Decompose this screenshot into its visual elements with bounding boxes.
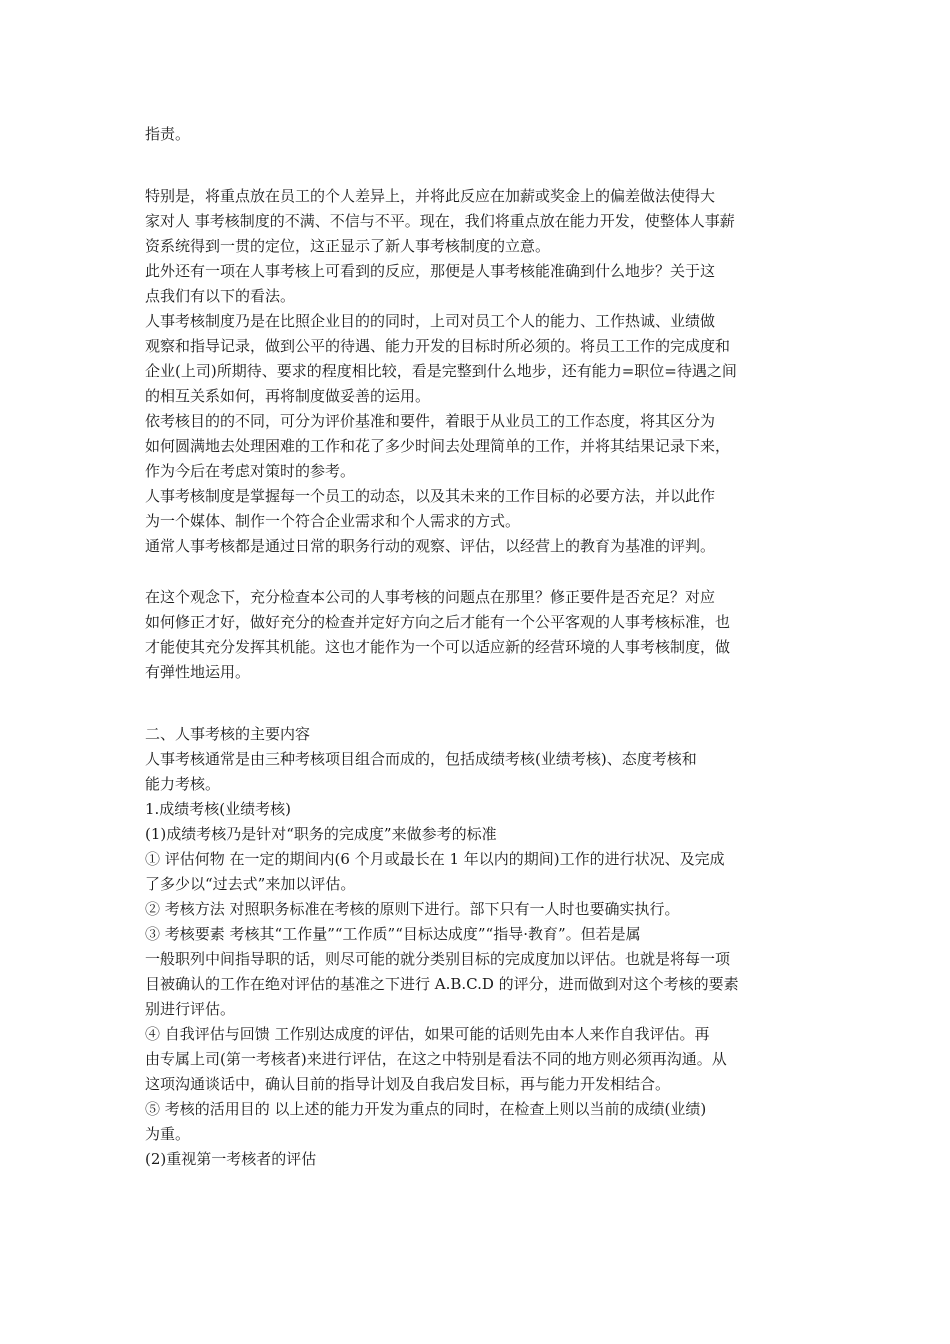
paragraph-block	[145, 722, 820, 1172]
subsection-heading: 1.成绩考核(业绩考核)	[145, 800, 292, 818]
list-item: ③ 考核要素 考核其“工作量”“工作质”“目标达成度”“指导·教育”。但若是属	[145, 925, 641, 943]
text-line: (2)重视第一考核者的评估	[145, 1150, 317, 1168]
text-line: 人事考核制度是掌握每一个员工的动态，以及其未来的工作目标的必要方法，并以此作	[145, 487, 716, 505]
text-line: 人事考核制度乃是在比照企业目的的同时，上司对员工个人的能力、工作热诚、业绩做	[145, 312, 716, 330]
text-line: 观察和指导记录，做到公平的待遇、能力开发的目标时所必须的。将员工工作的完成度和	[145, 337, 731, 355]
section-heading: 二、人事考核的主要内容	[145, 725, 311, 743]
text-line: 为重。	[145, 1125, 191, 1143]
text-line: 的相互关系如何，再将制度做妥善的运用。	[145, 387, 431, 405]
text-line: 如何修正才好，做好充分的检查并定好方向之后才能有一个公平客观的人事考核标准，也	[145, 613, 731, 631]
text-line: 资系统得到一贯的定位，这正显示了新人事考核制度的立意。	[145, 237, 551, 255]
paragraph-block	[145, 585, 820, 685]
text-line: 点我们有以下的看法。	[145, 287, 296, 305]
text-line: 如何圆满地去处理困难的工作和花了多少时间去处理简单的工作，并将其结果记录下来，	[145, 437, 731, 455]
text-line: 一般职列中间指导职的话，则尽可能的就分类别目标的完成度加以评估。也就是将每一项	[145, 950, 731, 968]
text-line: 有弹性地运用。	[145, 663, 251, 681]
paragraph-gap	[145, 685, 820, 722]
paragraph-gap	[145, 559, 820, 585]
text-line: 了多少以“过去式”来加以评估。	[145, 875, 356, 893]
text-line: 别进行评估。	[145, 1000, 236, 1018]
text-line: 家对人 事考核制度的不满、不信与不平。现在，我们将重点放在能力开发，使整体人事薪	[145, 212, 735, 230]
text-line: 通常人事考核都是通过日常的职务行动的观察、评估，以经营上的教育为基准的评判。	[145, 537, 716, 555]
text-line: 能力考核。	[145, 775, 221, 793]
paragraph-block	[145, 184, 820, 559]
text-line: 才能使其充分发挥其机能。这也才能作为一个可以适应新的经营环境的人事考核制度，做	[145, 638, 731, 656]
text-line: 此外还有一项在人事考核上可看到的反应，那便是人事考核能准确到什么地步？关于这	[145, 262, 716, 280]
text-line: 人事考核通常是由三种考核项目组合而成的，包括成绩考核(业绩考核)、态度考核和	[145, 750, 697, 768]
text-line: (1)成绩考核乃是针对“职务的完成度”来做参考的标准	[145, 825, 497, 843]
text-line: 目被确认的工作在绝对评估的基准之下进行 A.B.C.D 的评分，进而做到对这个考核的要素	[145, 975, 739, 993]
paragraph-gap	[145, 147, 820, 184]
text-line: 为一个媒体、制作一个符合企业需求和个人需求的方式。	[145, 512, 521, 530]
text-line: 这项沟通谈话中，确认目前的指导计划及自我启发目标，再与能力开发相结合。	[145, 1075, 671, 1093]
text-line: 依考核目的的不同，可分为评价基准和要件，着眼于从业员工的工作态度，将其区分为	[145, 412, 716, 430]
text-line: 作为今后在考虑对策时的参考。	[145, 462, 356, 480]
list-item: ② 考核方法 对照职务标准在考核的原则下进行。部下只有一人时也要确实执行。	[145, 900, 680, 918]
paragraph-block	[145, 122, 820, 147]
text-line: 指责。	[145, 125, 191, 143]
text-line: 特别是，将重点放在员工的个人差异上，并将此反应在加薪或奖金上的偏差做法使得大	[145, 187, 716, 205]
text-line: 在这个观念下，充分检查本公司的人事考核的问题点在那里？修正要件是否充足？对应	[145, 588, 716, 606]
text-line: 企业(上司)所期待、要求的程度相比较，看是完整到什么地步，还有能力=职位=待遇之间	[145, 362, 737, 380]
list-item: ⑤ 考核的活用目的 以上述的能力开发为重点的同时，在检查上则以当前的成绩(业绩)	[145, 1100, 707, 1118]
list-item: ④ 自我评估与回馈 工作别达成度的评估，如果可能的话则先由本人来作自我评估。再	[145, 1025, 710, 1043]
list-item: ① 评估何物 在一定的期间内(6 个月或最长在 1 年以内的期间)工作的进行状况、及完成	[145, 850, 725, 868]
text-line: 由专属上司(第一考核者)来进行评估，在这之中特别是看法不同的地方则必须再沟通。从	[145, 1050, 727, 1068]
document-body	[145, 122, 820, 1172]
